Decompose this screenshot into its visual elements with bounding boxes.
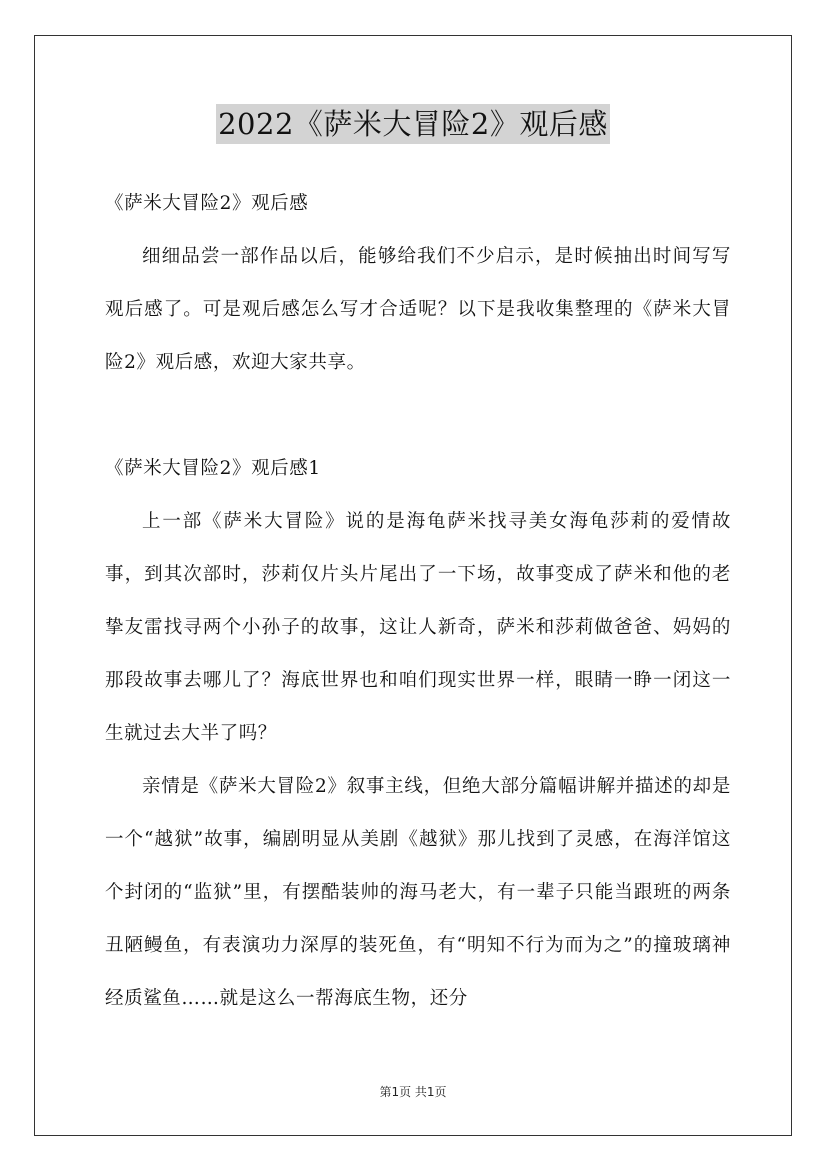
document-title: 2022《萨米大冒险2》观后感 bbox=[216, 104, 610, 144]
title-container bbox=[35, 104, 791, 144]
document-page bbox=[34, 35, 792, 1136]
subtitle-heading: 《萨米大冒险2》观后感 bbox=[105, 193, 309, 214]
document-body bbox=[105, 177, 731, 1025]
body-paragraph: 上一部《萨米大冒险》说的是海龟萨米找寻美女海龟莎莉的爱情故事，到其次部时，莎莉仅片头片尾出了一下场，故事变成了萨米和他的老挚友雷找寻两个小孙子的故事，这让人新奇，萨米和莎莉做爸爸、妈妈的那段故事去哪儿了？海底世界也和咱们现实世界一样，眼睛一睁一闭这一生就过去大半了吗？ bbox=[105, 511, 731, 744]
section-heading: 《萨米大冒险2》观后感1 bbox=[105, 458, 321, 479]
body-paragraph: 亲情是《萨米大冒险2》叙事主线，但绝大部分篇幅讲解并描述的却是一个“越狱”故事，编剧明显从美剧《越狱》那儿找到了灵感，在海洋馆这个封闭的“监狱”里，有摆酷装帅的海马老大，有一辈子只能当跟班的两条丑陋鳗鱼，有表演功力深厚的装死鱼，有“明知不行为而为之”的撞玻璃神经质鲨鱼……就是这么一帮海底生物，还分 bbox=[105, 776, 731, 1009]
intro-paragraph: 细细品尝一部作品以后，能够给我们不少启示，是时候抽出时间写写观后感了。可是观后感怎么写才合适呢？以下是我收集整理的《萨米大冒险2》观后感，欢迎大家共享。 bbox=[105, 246, 731, 373]
page-footer: 第1页 共1页 bbox=[379, 1085, 447, 1099]
paragraph-gap bbox=[105, 389, 731, 442]
